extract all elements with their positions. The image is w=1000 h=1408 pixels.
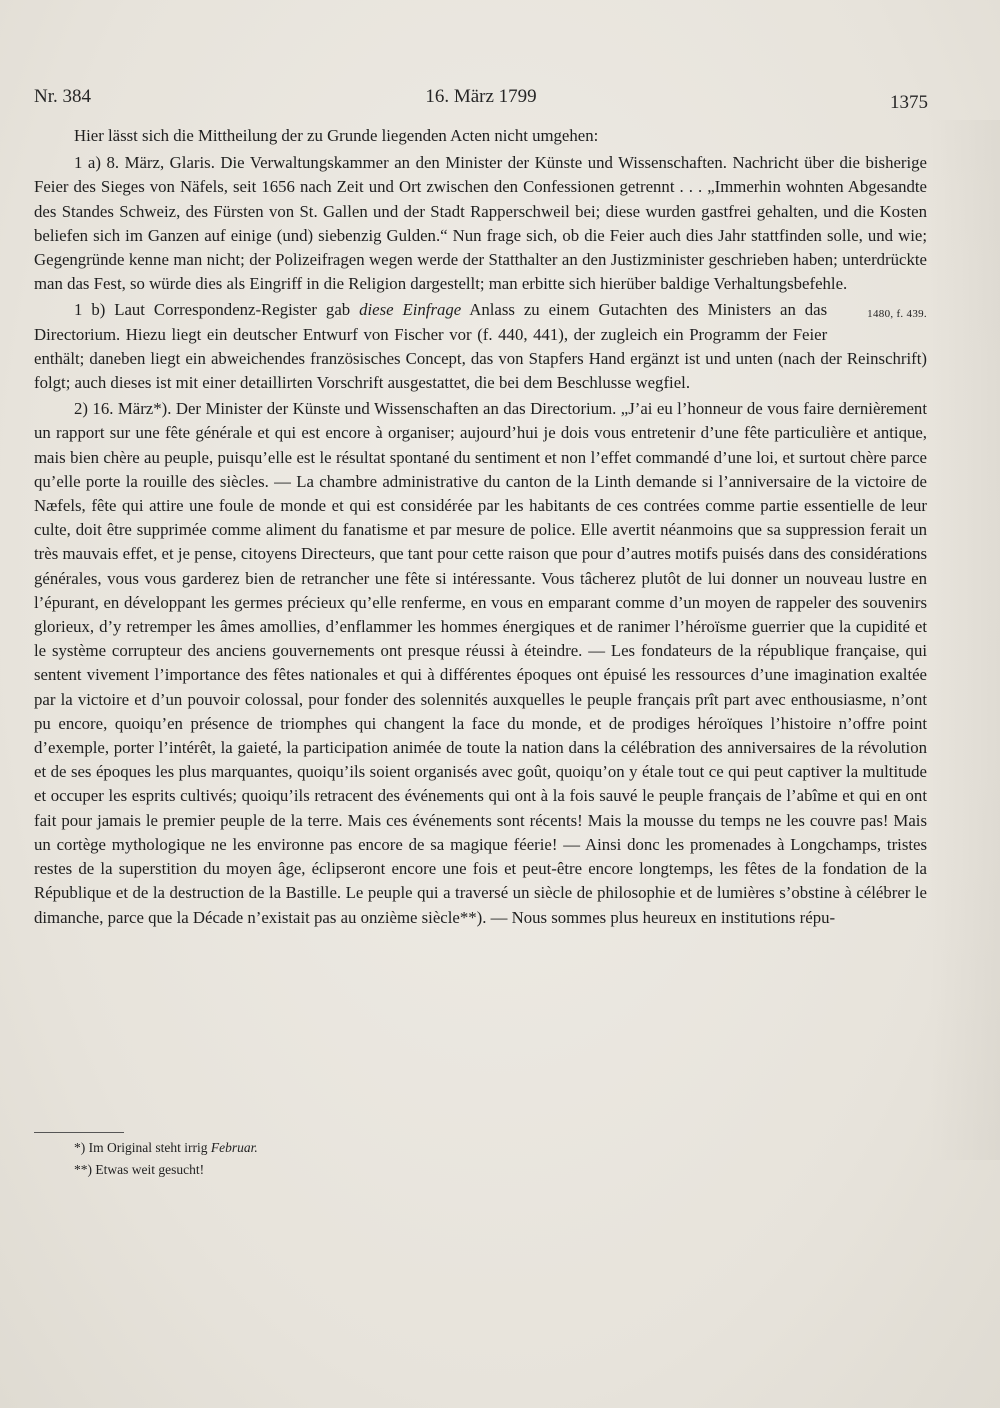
- header-date: 16. März 1799: [425, 86, 537, 107]
- paragraph-1b-text-end: Anlass zu einem Gutachten des Ministers an das Directorium. Hiezu liegt ein deutscher Entwurf von Fischer vor (f. 440, 441), der zugleich ein Programm der Feier enthält; daneben liegt ein abweichendes französisches Concept, das von Stapfers Hand ergänzt ist und unten (nach der Reinschrift) folgt; auch dieses ist mit einer detaillirten Vorschrift ausgestattet, die bei dem Beschlusse wegfiel.: [34, 300, 927, 393]
- running-header: [34, 86, 928, 114]
- footnote-1: [74, 1137, 258, 1159]
- main-text: [34, 124, 927, 932]
- footnote-2: **) Etwas weit gesucht!: [74, 1162, 205, 1177]
- footnote-rule: [34, 1132, 124, 1133]
- footnote-1-emphasis: Februar.: [210, 1140, 258, 1155]
- page-edge-shadow: [930, 120, 1000, 1160]
- page-number: 1375: [890, 92, 928, 113]
- paragraph-1b-emphasis: diese Einfrage: [359, 300, 462, 320]
- paragraph-1a-text: 1 a) 8. März, Glaris. Die Verwaltungskammer an den Minister der Künste und Wissenschaften. Nachricht über die bisherige Feier des Sieges von Näfels, seit 1656 nach Zeit und Ort zwischen den Confessionen getrennt . . . „Immerhin wohnten Abgesandte des Standes Schweiz, des Fürsten von St. Gallen und der Stadt Rapperschweil bei; diese wurden gastfrei gehalten, und die Kosten beliefen sich im Ganzen auf einige (und) siebenzig Gulden.“ Nun frage sich, ob die Feier auch dies Jahr stattfinden solle, und wie; Gegengründe kenne man nicht; der Polizeifragen wegen werde der Statthalter an den Justizminister geschrieben haben; unterdrückte man das Fest, so würde dies als Eingriff in die Religion dargestellt; man erbitte sich hierüber baldige Verhaltungsbefehle.: [34, 153, 927, 294]
- intro-paragraph: Hier lässt sich die Mittheilung der zu Grunde liegenden Acten nicht umgehen:: [74, 126, 599, 145]
- document-number: Nr. 384: [34, 86, 91, 107]
- paragraph-1b-text-start: 1 b) Laut Correspondenz-Register gab: [74, 300, 360, 320]
- paragraph-1b: [34, 298, 927, 395]
- source-reference: 1480, f. 439.: [867, 308, 927, 321]
- footnotes: [74, 1137, 258, 1181]
- paragraph-2: 2) 16. März*). Der Minister der Künste und Wissenschaften an das Directorium. „J’ai eu l’honneur de vous faire dernièrement un rapport sur une fête générale et qui est encore à organiser; aujourd’hui je dois vous entretenir d’une fête particulière et antique, mais bien chère au peuple, puisqu’elle est le résultat spontané du sentiment et non l’effet commandé d’une loi, et surtout chère parce qu’elle porte la rouille des siècles. — La chambre administrative du canton de la Linth demande si l’anniversaire de la victoire de Næfels, fête qui attire une foule de monde et qui est considérée par les habitants de ces contrées comme partie essentielle de leur culte, doit être supprimée comme aliment du fanatisme et par mesure de police. Elle avertit néanmoins que sa suppression ferait un très mauvais effet, et je pense, citoyens Directeurs, que tant pour cette raison que pour d’autres motifs puisés dans des considérations générales, vous vous garderez bien de retrancher une fête si intéressante. Vous tâcherez plutôt de lui donner un nouveau lustre en l’épurant, en développant les germes précieux qu’elle renferme, en vous en emparant comme d’un moyen de rappeler des souvenirs glorieux, d’y retremper les âmes amollies, d’enflammer les hommes énergiques et de ranimer l’héroïsme guerrier que la cupidité et le système corrupteur des anciens gouvernements ont presque réussi à éteindre. — Les fondateurs de la république française, qui sentent vivement l’importance des fêtes nationales et qui à différentes époques ont épuisé les ressources d’une imagination exaltée par la victoire et d’un pouvoir colossal, pour fonder des solennités auxquelles le peuple français prît part avec enthousiasme, n’ont pu encore, quoiqu’en présence de triomphes qui changent la face du monde, et de prodiges héroïques l’histoire n’offre point d’exemple, porter l’intérêt, la gaieté, la participation animée de toute la nation dans la célébration des anniversaires de la révolution et de ses époques les plus marquantes, quoiqu’ils soient organisés avec goût, quoiqu’on y étale tout ce qui peut captiver la multitude et occuper les esprits cultivés; quoiqu’ils retracent des événements qui ont à la fois sauvé le peuple français de l’abîme et qui en ont fait pour jamais le premier peuple de la terre. Mais ces événements sont récents! Mais la mousse du temps ne les couvre pas! Mais un cortège mythologique ne les environne pas encore de sa magique féerie! — Ainsi donc les promenades à Longchamps, tristes restes de la superstition du moyen âge, éclipseront encore une fois et peut-être encore longtemps, les fêtes de la fondation de la République et de la destruction de la Bastille. Le peuple qui a traversé un siècle de philosophie et de lumières s’obstine à célébrer le dimanche, parce que la Décade n’existait pas au onzième siècle**). — Nous sommes plus heureux en institutions répu-: [34, 399, 927, 927]
- footnote-1-text: *) Im Original steht irrig: [74, 1140, 211, 1155]
